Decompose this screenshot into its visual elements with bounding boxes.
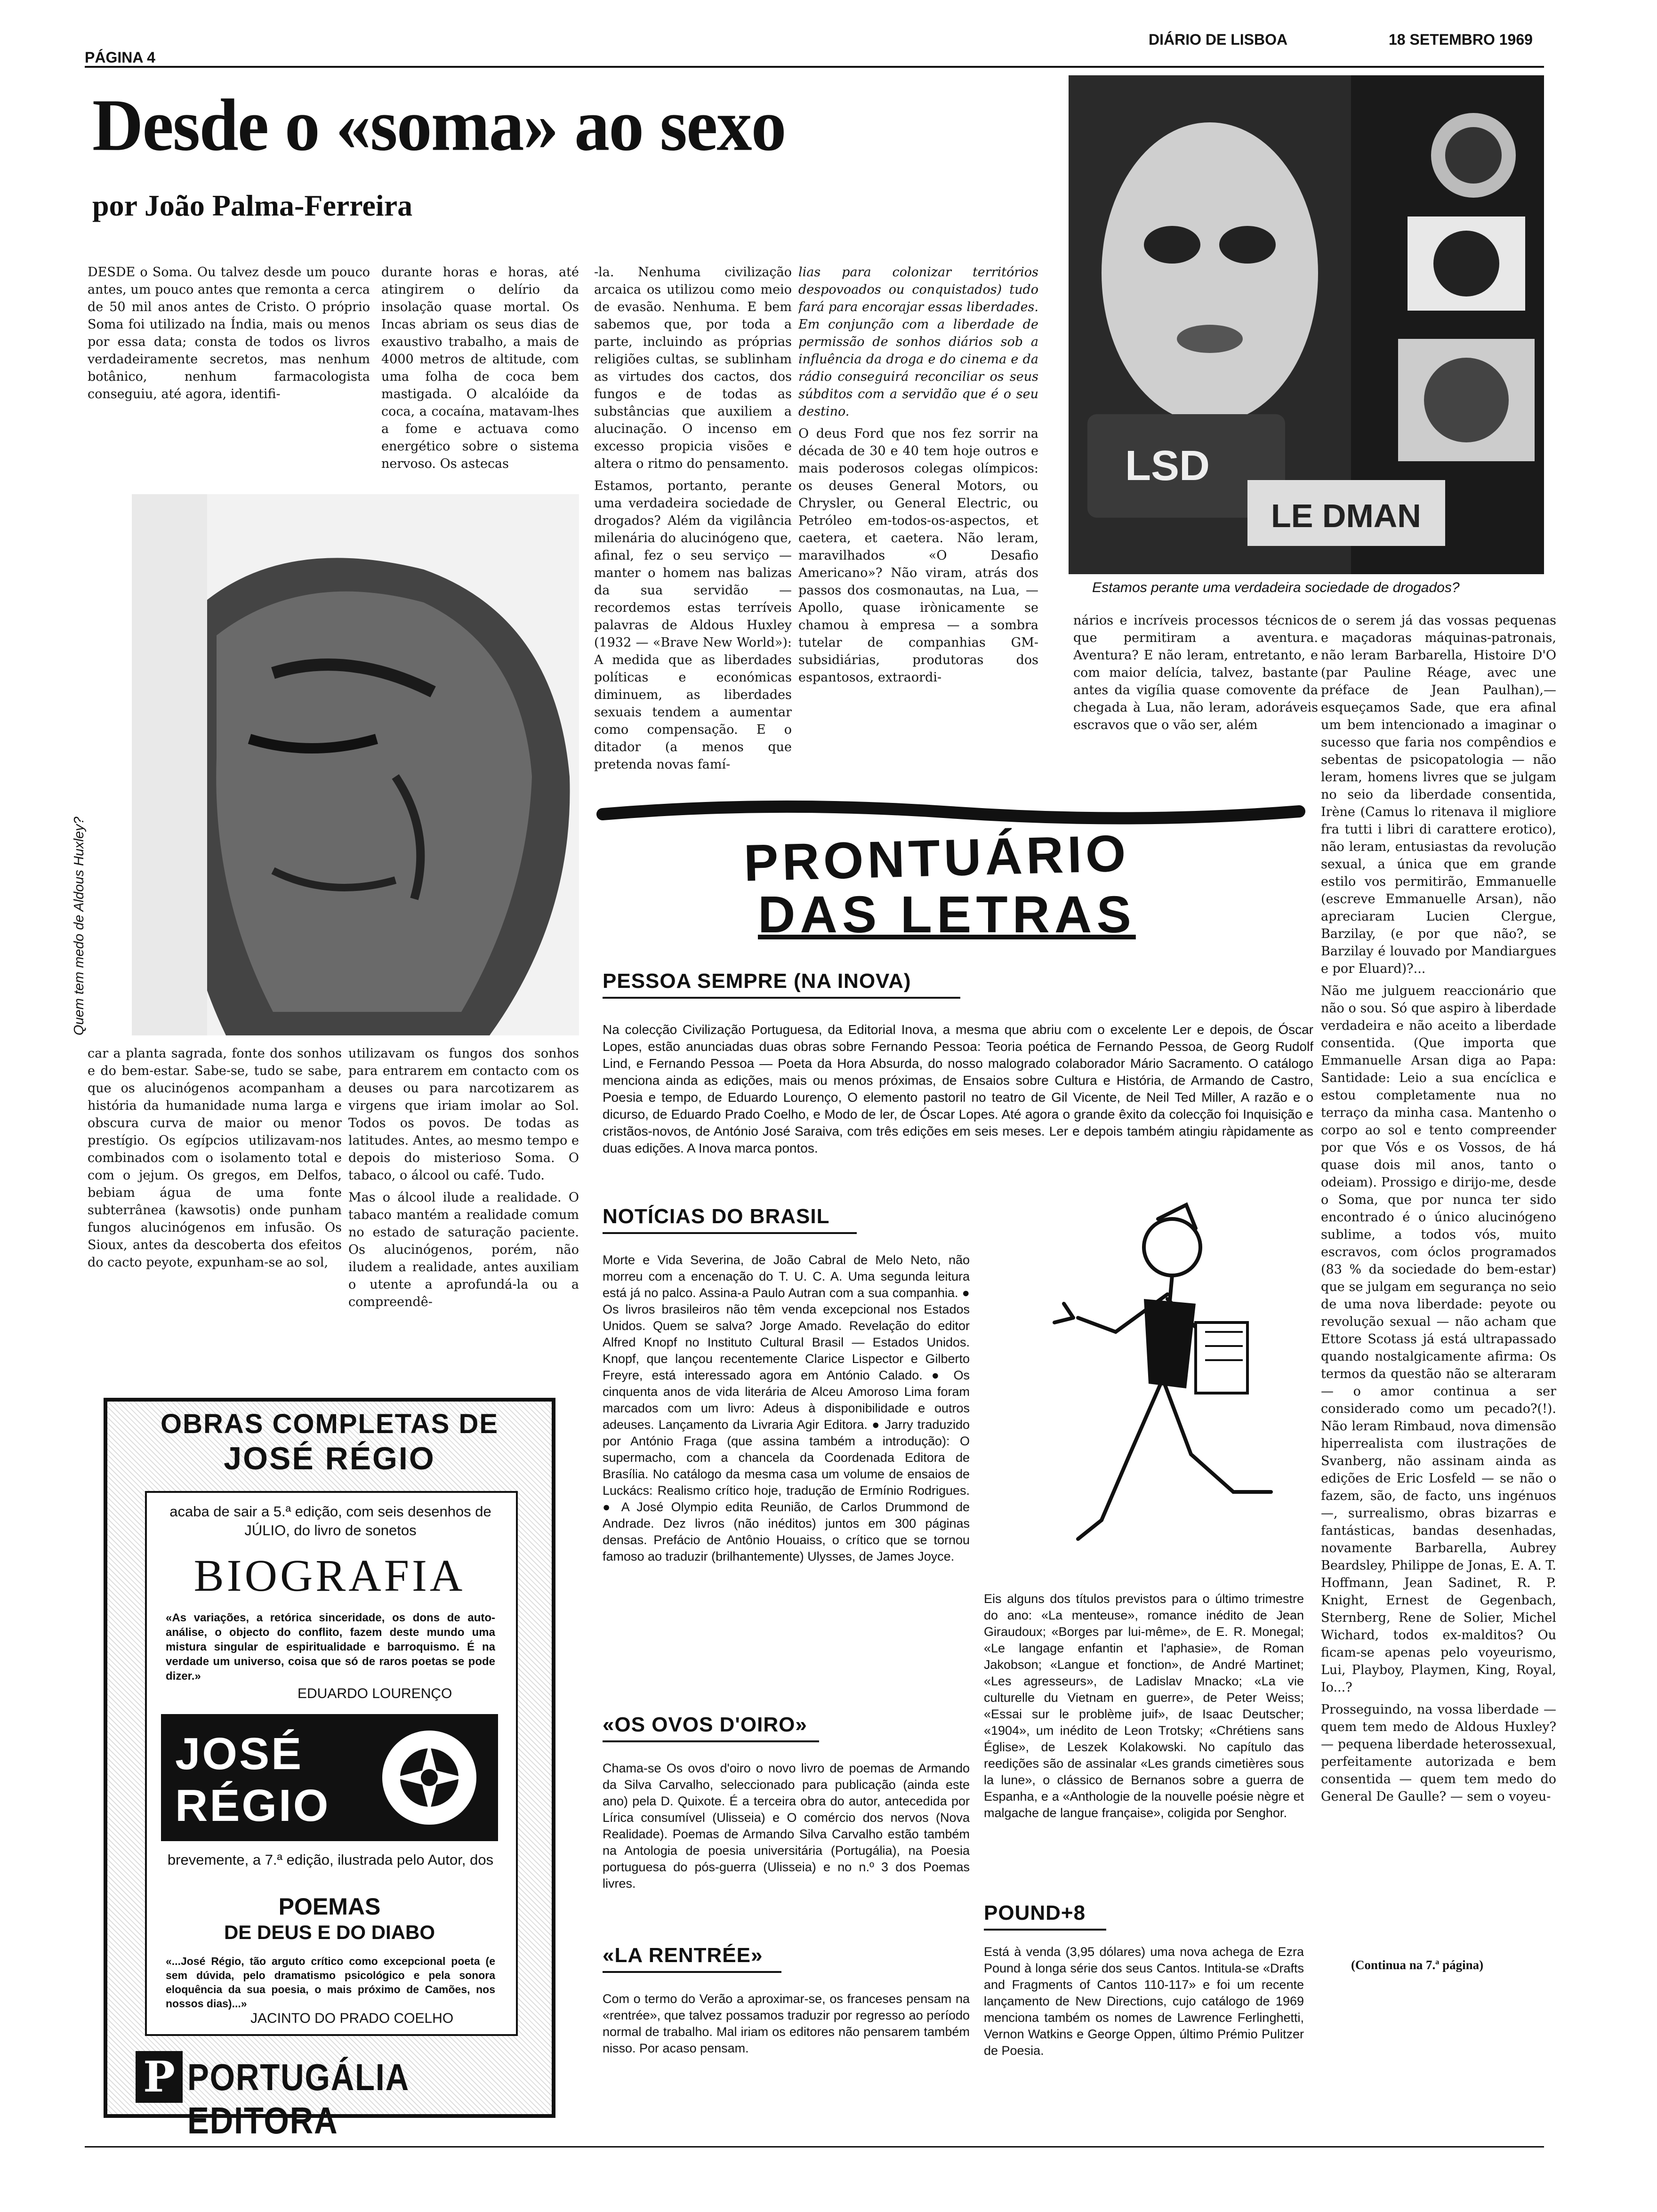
paragraph: Mas o álcool ilude a realidade. O tabaco mantém a realidade comum no estado de saturação paciente. Os alucinógenos, porém, não iludem a realidade, antes auxiliam o utente a aprofundá-la ou a compreendê- bbox=[348, 1190, 579, 1309]
ad-soon: brevemente, a 7.ª edição, ilustrada pelo Autor, dos bbox=[167, 1851, 494, 1868]
ad-intro: acaba de sair a 5.ª edição, com seis desenhos de JÚLIO, do livro de sonetos bbox=[169, 1503, 491, 1539]
section-rule bbox=[603, 1232, 857, 1234]
ad-line2: JOSÉ RÉGIO bbox=[224, 1441, 435, 1476]
dancer-illustration bbox=[1007, 1191, 1290, 1577]
section-heading-brasil: NOTÍCIAS DO BRASIL bbox=[603, 1205, 830, 1228]
publisher-name: PORTUGÁLIA EDITORA bbox=[187, 2056, 409, 2141]
section-text-pessoa: Na colecção Civilização Portuguesa, da Editorial Inova, a mesma que abriu com o excelente Ler e depois, de Óscar Lopes, estão anunciadas duas obras sobre Fernando Pessoa: Teoria poética de Fernando Pessoa, de Georg Rudolf Lind, e Fernando Pessoa — Poeta da Hora Absurda, do nosso malogrado colaborador Mário Sacramento. O catálogo menciona ainda as edições, mais ou menos próximas, de Ensaios sobre Cultura e História, de Armando de Castro, Poesia e tempo, de Eduardo Lourenço, O elemento pastoril no teatro de Gil Vicente, de Neil Ted Miller, A razão e o dicurso, de Eduardo Prado Coelho, e Modo de ler, de Óscar Lopes. Até agora o grande êxito da colecção foi Inquisição e cristãos-novos, de António José Saraiva, com três edições em seis meses. Ler e depois também atingiu ràpidamente as duas edições. A Inova marca pontos. bbox=[603, 1022, 1313, 1155]
footer-rule bbox=[85, 2146, 1544, 2148]
section-rule bbox=[603, 997, 960, 999]
section-text-brasil: Morte e Vida Severina, de João Cabral de Melo Neto, não morreu com a encenação do T. U. C. A. Uma segunda leitura está já no palco. Assina-a Paulo Autran com a sua companhia. ● Os livros brasileiros não têm venda excepcional nos Estados Unidos. Quem se salva? Jorge Amado. Revelação do editor Alfred Knopf no Instituto Cultural Brasil — Estados Unidos. Knopf, que lançou recentemente Clarice Lispector e Gilberto Freyre, está interessado agora em António Calado. ● Os cinquenta anos de vida literária de Alceu Amoroso Lima foram marcados com um livro: Adeus à disponibilidade e outros adeuses. Lançamento da Livraria Agir Editora. ● Jarry traduzido por António Fraga (que assina também a introdução): O supermacho, com a chancela da Coordenada Editora de Brasília. No catálogo da mesma casa um volume de ensaios de Luckács: Realismo crítico hoje, tradução de Ermínio Rodrigues. ● A José Olympio edita Reunião, de Carlos Drummond de Andrade. Dez livros (não inéditos) juntos em 300 páginas densas. Prefácio de Antônio Houaiss, o crítico que se tornou famoso ao traduzir (brilhantemente) Ulysses, de James Joyce. bbox=[603, 1253, 970, 1563]
issue-date: 18 SETEMBRO 1969 bbox=[1389, 31, 1533, 48]
ad-inner-panel bbox=[145, 1491, 518, 2036]
svg-text:LE DMAN: LE DMAN bbox=[1271, 497, 1421, 534]
portrait-graphic bbox=[132, 494, 579, 1035]
ad-quote1: «As variações, a retórica sinceridade, os dons de auto-análise, o objecto do conflito, fazem deste mundo uma mistura singular de espiritualidade e barroquismo. É na verdade um universo, coisa que só de raros poetas se pode dizer.» bbox=[166, 1611, 495, 1683]
paragraph: de o serem já das vossas pequenas e maçadoras máquinas-patronais, não leram Barbarella, Histoire D'O (par Pauline Réage, avec une préface de Jean Paulhan),—esqueçamos Sade, que era afinal um bem intencionado a imaginar o sucesso que faria nos compêndios e sebentas de psicopatologia — não leram, homens livres que se julgam no seio da liberdade consentida, Irène (Camus lo ritenava il migliore fra tutti i libri di carattere erotico), não leram, entusiastas da revolução sexual, a única que em grande estilo vos permitirão, Emmanuelle (escreve Emmanuelle Arsan), não apreciaram Lucien Clergue, Barzilay, (e por que não?, se Barzilay é louvado por Mandiargues e por Eluard)?... bbox=[1321, 613, 1556, 976]
paragraph: Não me julguem reaccionário que não o sou. Só que aspiro à liberdade verdadeira e não aceito a liberdade consentida. (Que importa que Emmanuelle Arsan diga ao Papa: Santidade: Leio a sua encíclica e estou completamente nua no terraço da minha casa. Mantenho o corpo ao sol e tento compreender por que Vós e os Vossos, de há quase dois mil anos, tanto o odeiam). Prossigo e dirijo-me, desde o Soma, que por nunca ter sido encontrado é o único alucinógeno sublime, a todos vós, muito escravos, com óclos programados (83 % da sociedade do bem-estar) que se julgam em segurança no seio de uma nova liberdade: peyote ou revolução sexual — não acham que Ettore Scotass já está ultrapassado quando nostalgicamente afirma: Os termos da questão não se alteraram — o amor continua a ser considerado como um pecado?(!). Não leram Rimbaud, nova dimensão hiperrealista com ilustrações de Svanberg, não assinam ainda as edições de Eric Losfeld — se não o fazem, são, de facto, uns ingénuos —, surrealismo, obras bizarras e fantásticas, bandas desenhadas, novamente Barbarella, Aubrey Beardsley, Philippe de Jonas, E. A. T. Hoffmann, Jean Sadinet, R. P. Knight, Ernest de Gegenbach, Sternberg, Rene de Solier, Michel Wichard, todos ex-malditos? Ou ficam-se apenas pelo voyeurismo, Lui, Playboy, Playmen, King, Royal, Io...? bbox=[1321, 984, 1556, 1695]
article-col2-top bbox=[381, 264, 579, 480]
jose-regio-ad bbox=[104, 1398, 555, 2141]
dancer-drawing bbox=[1007, 1191, 1290, 1577]
photo-graphic bbox=[1069, 75, 1544, 574]
headline: Desde o «soma» ao sexo bbox=[92, 84, 786, 167]
paragraph: Estamos, portanto, perante uma verdadeira sociedade de drogados? Além da vigilância milenária do alucinógeno que, afinal, fez o seu serviço — manter o homem nas balizas da sua servidão — recordemos estas terríveis palavras de Aldous Huxley (1932 — «Brave New World»): A medida que as liberdades políticas e económicas diminuem, as liberdades sexuais tendem a aumentar como compensação. E o ditador (a menos que pretenda novas famí- bbox=[594, 479, 792, 772]
lsd-poster-photo bbox=[1069, 75, 1544, 574]
huxley-portrait-photo bbox=[132, 494, 579, 1035]
ad-logo-line2: RÉGIO bbox=[175, 1780, 330, 1831]
article-col4 bbox=[798, 264, 1038, 777]
paragraph: nários e incríveis processos técnicos que permitiram a aventura. Aventura? E não leram, entretanto, e com maior delícia, talvez, bastante antes da vigília quase comovente da chegada à Lua, não leram, adoráveis escravos que o vão ser, além bbox=[1073, 613, 1318, 732]
ad-book2-line1: POEMAS bbox=[278, 1893, 381, 1920]
section-heading-pound: POUND+8 bbox=[984, 1901, 1086, 1924]
paragraph: durante horas e horas, até atingirem o delírio da insolação quase mortal. Os Incas abriam os seus dias de exaustivo trabalho, a mais de 4000 metros de altitude, com uma folha de coca bem mastigada. O alcalóide da coca, a cocaína, matavam-lhes a fome e actuava como energético sobre o sistema nervoso. Os astecas bbox=[381, 265, 579, 471]
article-col1-top bbox=[88, 264, 370, 480]
article-col5 bbox=[1073, 612, 1318, 777]
continued-note: (Continua na 7.ª página) bbox=[1351, 1958, 1484, 1972]
paragraph: car a planta sagrada, fonte dos sonhos e do bem-estar. Sabe-se, tudo se sabe, que os alucinógenos acompanham a história da humanidade numa larga e obscura curva de maior ou menor prestígio. Os egípcios utilizavam-nos combinados com o isolamento total e com o jejum. Os gregos, em Delfos, bebiam água de uma fonte subterrânea (kawsotis) onde punham fungos alucinógenos em infusão. Os Sioux, antes da descoberta dos efeitos do cacto peyote, expunham-se ao sol, bbox=[88, 1046, 342, 1270]
ad-quote2: «...José Régio, tão arguto crítico como excepcional poeta (e sem dúvida, pelo dramatismo psicológico e pela sonora eloquência da sua poesia, o mais próximo de Camões, nos nossos dias)...» bbox=[166, 1955, 495, 2010]
photo-caption-left: Quem tem medo de Aldous Huxley? bbox=[72, 817, 87, 1035]
section-heading-rentree: «LA RENTRÉE» bbox=[603, 1944, 763, 1967]
photo-caption-right: Estamos perante uma verdadeira sociedade de drogados? bbox=[1092, 580, 1460, 595]
section-rule bbox=[984, 1929, 1106, 1931]
page-number: PÁGINA 4 bbox=[85, 49, 155, 66]
section-heading-pessoa: PESSOA SEMPRE (NA INOVA) bbox=[603, 970, 911, 993]
ornament-icon bbox=[373, 1723, 486, 1832]
paragraph: -la. Nenhuma civilização arcaica os utilizou como meio de evasão. Nenhuma. E bem sabemos que, por toda a parte, incluindo as próprias religiões cultas, se sublinham as virtudes dos cactos, dos fungos e de todas as substâncias que auxiliem a alucinação. O incenso em excesso propicia visões e altera o ritmo do pensamento. bbox=[594, 265, 792, 471]
svg-text:LSD: LSD bbox=[1125, 442, 1210, 489]
section-text-ovos: Chama-se Os ovos d'oiro o novo livro de poemas de Armando da Silva Carvalho, seleccionado para publicação (ainda este ano) pela D. Quixote. É a terceira obra do autor, antecedida por Lírica consumível (Ulisseia) e O comércio dos nervos (Nova Realidade). Poemas de Armando Silva Carvalho estão também na Antologia de poesia universitária (Portugália), na Poesia portuguesa do pós-guerra (Ulisseia) e no n.º 3 dos Poemas livres. bbox=[603, 1761, 970, 1891]
paragraph: lias para colonizar territórios despovoados ou conquistados) tudo fará para encorajar essas liberdades. Em conjunção com a liberdade de permissão de sonhos diários sob a influência da droga e do cinema e da rádio conseguirá reconciliar os seus súbditos com a servidão que é o seu destino. bbox=[798, 265, 1038, 419]
section-rule bbox=[603, 1740, 819, 1742]
article-col2-bottom bbox=[348, 1045, 579, 1393]
paragraph: O deus Ford que nos fez sorrir na década de 30 e 40 tem hoje outros e mais poderosos colegas olímpicos: os deuses General Motors, ou Chrysler, ou General Electric, ou Petróleo em-todos-os-aspectos, et caetera, et caetera. Não leram, maravilhados «O Desafio Americano»? Não viram, atrás dos passos dos cosmonautas, na Lua, — Apollo, quase irònicamente se chamou à empresa — a sombra tutelar de companhias GM-subsidiárias, produtoras dos espantosos, extraordi- bbox=[798, 426, 1038, 685]
section-rule bbox=[603, 1971, 781, 1973]
article-col1-bottom bbox=[88, 1045, 342, 1393]
ad-quote1-author: EDUARDO LOURENÇO bbox=[298, 1686, 452, 1701]
paragraph: DESDE o Soma. Ou talvez desde um pouco antes, um pouco antes que remonta a cerca de 50 mil anos antes de Cristo. O próprio Soma foi utilizado na Índia, mais ou menos por essa data; consta de todos os livros verdadeiramente secretos, mas nenhum botânico, nenhum farmacologista conseguiu, até agora, identifi- bbox=[88, 265, 370, 401]
section-heading-ovos: «OS OVOS D'OIRO» bbox=[603, 1713, 807, 1736]
article-col3 bbox=[594, 264, 792, 777]
ad-quote2-author: JACINTO DO PRADO COELHO bbox=[250, 2011, 454, 2026]
publisher-logo: P bbox=[136, 2051, 183, 2103]
header-rule bbox=[85, 66, 1544, 68]
ad-book1-title: BIOGRAFIA bbox=[193, 1550, 466, 1601]
brush-rule bbox=[593, 800, 1309, 828]
section-text-rentree: Com o termo do Verão a aproximar-se, os franceses pensam na «rentrée», que talvez possamos traduzir por regresso ao período normal de trabalho. Mal iriam os editores não pensarem também nisso. Por acaso pensam. bbox=[603, 1992, 970, 2055]
paragraph: utilizavam os fungos dos sonhos para entrarem em contacto com os deuses ou para narcotizarem as virgens que iriam imolar ao Sol. Todos os povos. De todas as latitudes. Antes, ao mesmo tempo e depois do misterioso Soma. O tabaco, o álcool ou café. Tudo. bbox=[348, 1046, 579, 1183]
ad-book2-line2: DE DEUS E DO DIABO bbox=[224, 1921, 435, 1943]
ad-logo-line1: JOSÉ bbox=[175, 1729, 304, 1779]
paragraph: Prosseguindo, na vossa liberdade — quem tem medo de Aldous Huxley? — pequena liberdade heterossexual, perfeitamente autorizada e bem consentida — quem tem medo do General De Gaulle? — sem o voyeu- bbox=[1321, 1702, 1556, 1804]
prontuario-title-1: PRONTUÁRIO bbox=[743, 824, 1130, 892]
byline: por João Palma-Ferreira bbox=[92, 189, 413, 222]
article-col6 bbox=[1321, 612, 1556, 1996]
section-text-pound: Está à venda (3,95 dólares) uma nova achega de Ezra Pound à longa série dos seus Cantos. Intitula-se «Drafts and Fragments of Cantos 110-117» e foi um recente lançamento de New Directions, cujo catálogo de 1969 menciona também os nomes de Lawrence Ferlinghetti, Vernon Watkins e George Oppen, último Prémio Pulitzer de Poesia. bbox=[984, 1945, 1304, 2058]
prontuario-title-2: DAS LETRAS bbox=[758, 886, 1136, 944]
newspaper-name: DIÁRIO DE LISBOA bbox=[1149, 31, 1288, 48]
ad-logo-block bbox=[161, 1714, 498, 1841]
ad-line1: OBRAS COMPLETAS DE bbox=[160, 1409, 499, 1439]
section-text-rentree-cont: Eis alguns dos títulos previstos para o último trimestre do ano: «La menteuse», romance inédito de Jean Giraudoux; «Borges par lui-même», de E. R. Monegal; «Le langage enfantin et l'aphasie», de Roman Jakobson; «Langue et fonction», de André Martinet; «Les agresseurs», de Ladislav Mnacko; «La vie culturelle du Vietnam en guerre», de Peter Weiss; «Essai sur le problème juif», de Isaac Deutscher; «1904», um inédito de Leon Trotsky; «Chrétiens sans Église», de Leszek Kolakowski. No capítulo das reedições são de assinalar «Les grands cimetières sous la lune», o clássico de Bernanos sobre a guerra de Espanha, e a «Anthologie de la nouvelle poésie nègre et malgache de langue française», coligida por Senghor. bbox=[984, 1592, 1304, 1820]
